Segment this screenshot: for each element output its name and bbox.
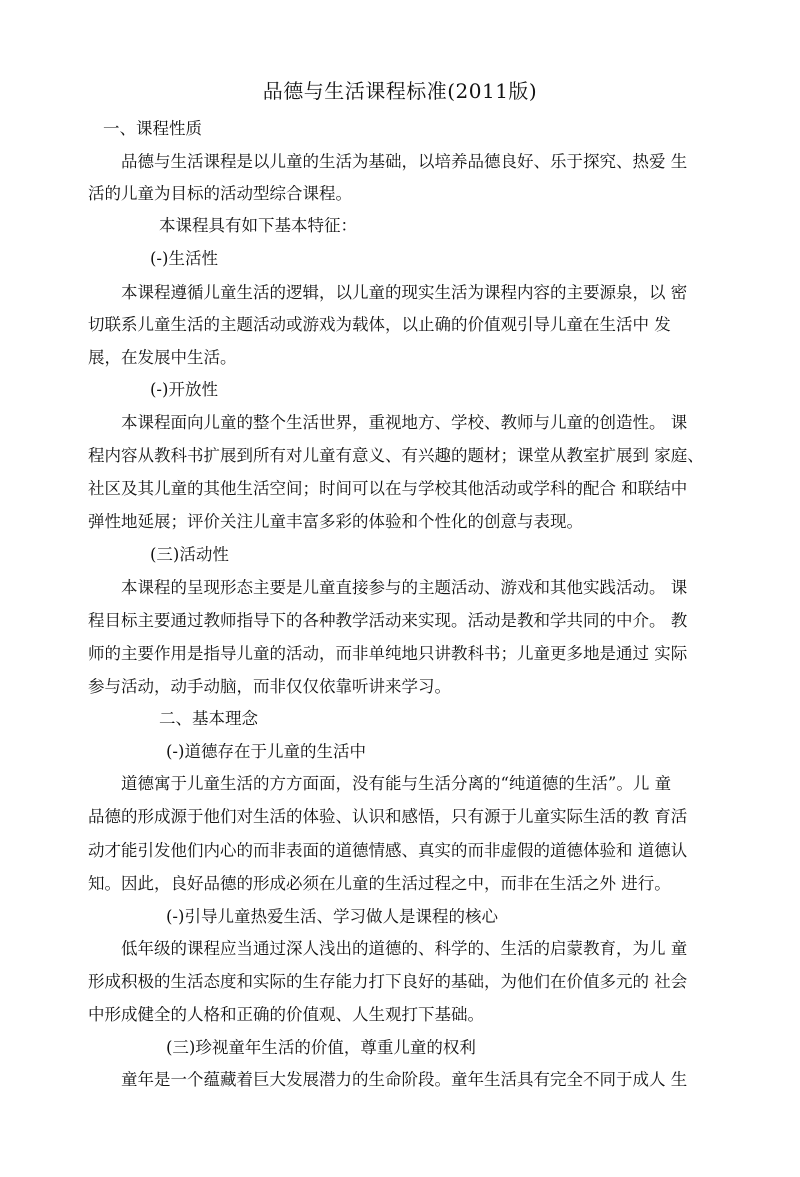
paragraph-line: 本课程遵循儿童生活的逻辑，以儿童的现实生活为课程内容的主要源泉，以 密 <box>121 283 688 302</box>
section-heading-nature: 一、课程性质 <box>103 119 202 138</box>
subheading-childhood: (三)珍视童年生活的价值，尊重儿童的权利 <box>166 1038 476 1057</box>
paragraph-line: 切联系儿童生活的主题活动或游戏为载体，以止确的价值观引导儿童在生活中 发 <box>88 315 671 334</box>
paragraph-line: 活的儿童为目标的活动型综合课程。 <box>88 184 352 203</box>
paragraph-line: 童年是一个蕴藏着巨大发展潜力的生命阶段。童年生活具有完全不同于成人 生 <box>121 1070 688 1089</box>
paragraph-line: 参与活动，动手动脑，而非仅仅依靠听讲来学习。 <box>88 677 451 696</box>
paragraph-line: 品德的形成源于他们对生活的体验、认识和感悟，只有源于儿童实际生活的教 育活 <box>88 807 688 826</box>
paragraph-line: 弹性地延展；评价关注儿童丰富多彩的体验和个性化的创意与表现。 <box>88 512 583 531</box>
paragraph-line: 本课程的呈现形态主要是儿童直接参与的主题活动、游戏和其他实践活动。 课 <box>121 578 688 597</box>
paragraph-line: 程目标主要通过教师指导下的各种教学活动来实现。活动是教和学共同的中介。 教 <box>88 611 688 630</box>
subheading-activity: (三)活动性 <box>150 545 229 564</box>
paragraph-line: 本课程面向儿童的整个生活世界，重视地方、学校、教师与儿童的创造性。 课 <box>121 413 688 432</box>
paragraph-line: 低年级的课程应当通过深人浅出的道德的、科学的、生活的启蒙教育，为儿 童 <box>121 939 688 958</box>
paragraph-line: 品德与生活课程是以儿童的生活为基础，以培养品德良好、乐于探究、热爱 生 <box>121 152 688 171</box>
paragraph-line: 知。因此，良好品德的形成必须在儿童的生活过程之中，而非在生活之外 进行。 <box>88 874 671 893</box>
paragraph-line: 本课程具有如下基本特征： <box>159 216 357 235</box>
paragraph-line: 师的主要作用是指导儿童的活动，而非单纯地只讲教科书；儿童更多地是通过 实际 <box>88 644 688 663</box>
paragraph-line: 社区及其儿童的其他生活空间；时间可以在与学校其他活动或学科的配合 和联结中 <box>88 479 688 498</box>
paragraph-line: 道德寓于儿童生活的方方面面，没有能与生活分离的“纯道德的生活”。儿 童 <box>121 774 672 793</box>
paragraph-line: 展，在发展中生活。 <box>88 348 237 367</box>
document-title: 品德与生活课程标准(2011版) <box>262 79 538 103</box>
section-heading-concepts: 二、基本理念 <box>159 709 258 728</box>
paragraph-line: 中形成健全的人格和正确的价值观、人生观打下基础。 <box>88 1005 484 1024</box>
subheading-open: (-)开放性 <box>150 380 218 399</box>
paragraph-line: 形成积极的生活态度和实际的生存能力打下良好的基础，为他们在价值多元的 社会 <box>88 972 688 991</box>
subheading-core: (-)引导儿童热爱生活、学习做人是课程的核心 <box>166 907 498 926</box>
paragraph-line: 程内容从教科书扩展到所有对儿童有意义、有兴趣的题材；课堂从教室扩展到 家庭、 <box>88 446 704 465</box>
subheading-life: (-)生活性 <box>150 249 218 268</box>
paragraph-line: 动才能引发他们内心的而非表面的道德情感、真实的而非虚假的道德体验和 道德认 <box>88 841 688 860</box>
subheading-morality: (-)道德存在于儿童的生活中 <box>166 742 366 761</box>
